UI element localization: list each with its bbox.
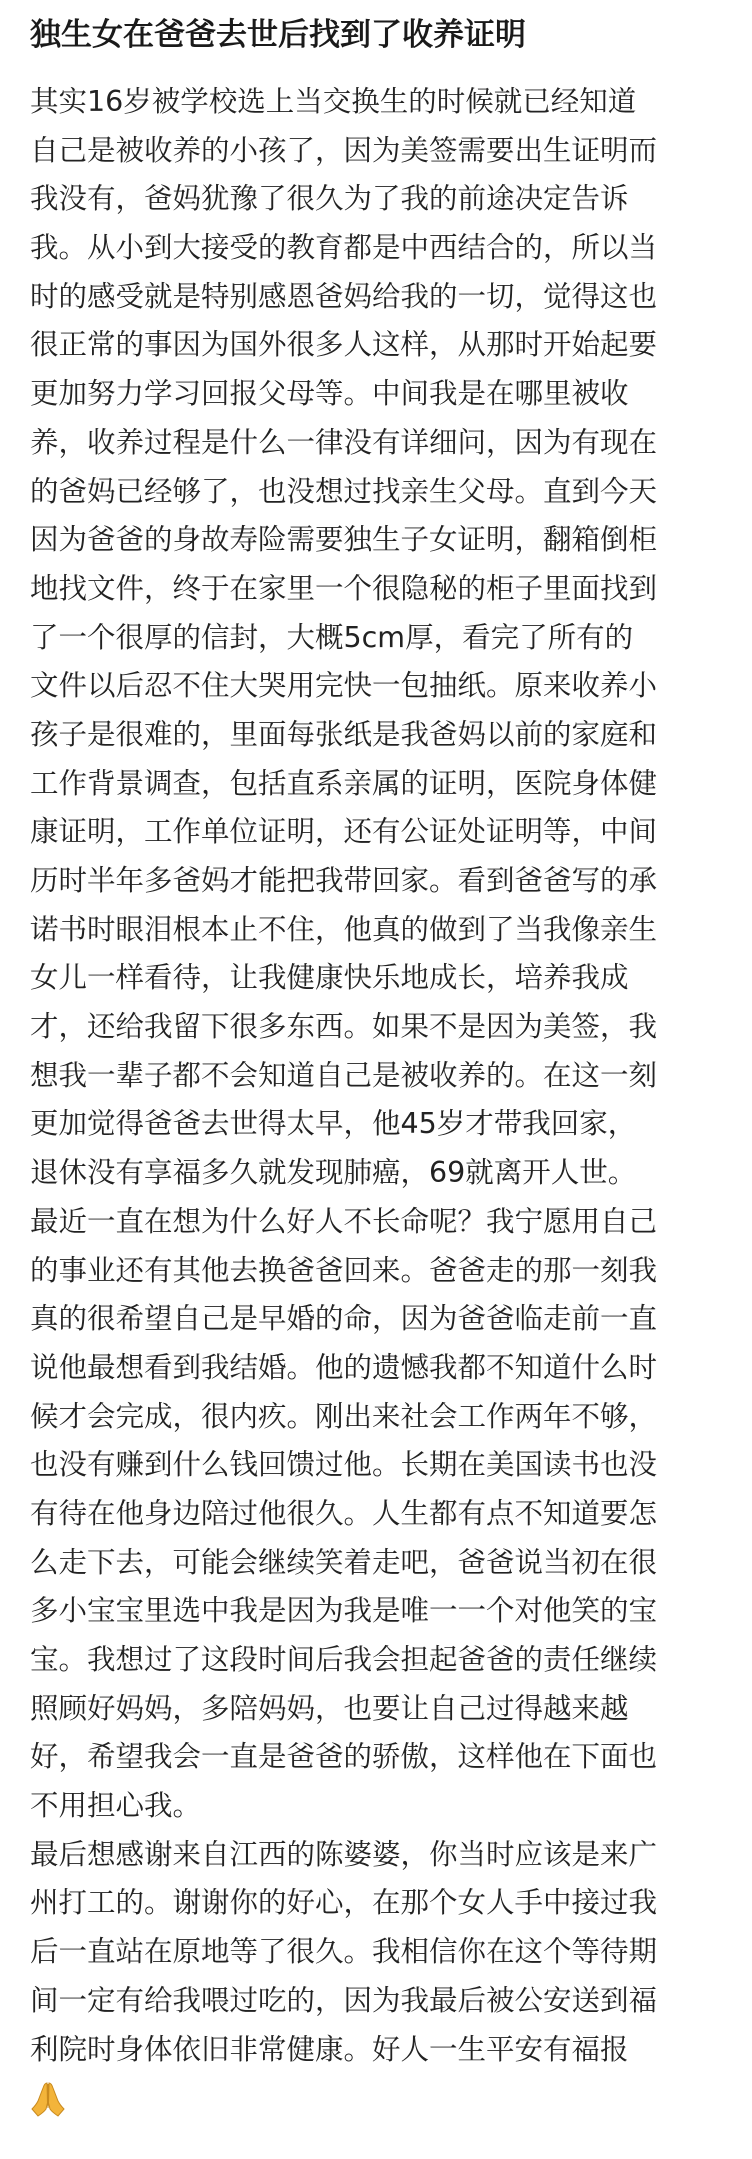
text-line: 多小宝宝里选中我是因为我是唯一一个对他笑的宝 — [30, 1594, 658, 1628]
text-line: 才，还给我留下很多东西。如果不是因为美签，我 — [30, 1010, 658, 1044]
text-line: 间一定有给我喂过吃的，因为我最后被公安送到福 — [30, 1983, 658, 2017]
text-line: 了一个很厚的信封，大概5cm厚，看完了所有的 — [30, 620, 634, 654]
paragraph — [30, 78, 722, 1198]
text-line: 照顾好妈妈，多陪妈妈，也要让自己过得越来越 — [30, 1691, 629, 1725]
text-line: 我。从小到大接受的教育都是中西结合的，所以当 — [30, 231, 658, 265]
text-line: 退休没有享福多久就发现肺癌，69就离开人世。 — [30, 1156, 637, 1190]
text-line: 文件以后忍不住大哭用完快一包抽纸。原来收养小 — [30, 669, 658, 703]
text-line: 利院时身体依旧非常健康。好人一生平安有福报 — [30, 2032, 629, 2066]
text-line: 更加觉得爸爸去世得太早，他45岁才带我回家， — [30, 1107, 637, 1141]
paragraph — [30, 1831, 722, 2074]
text-line: 最后想感谢来自江西的陈婆婆，你当时应该是来广 — [30, 1837, 658, 1871]
text-line: 地找文件，终于在家里一个很隐秘的柜子里面找到 — [30, 571, 658, 605]
text-line: 不用担心我。 — [30, 1789, 202, 1823]
text-line: 的爸妈已经够了，也没想过找亲生父母。直到今天 — [30, 474, 658, 508]
text-line: 有待在他身边陪过他很久。人生都有点不知道要怎 — [30, 1496, 658, 1530]
text-line: 州打工的。谢谢你的好心，在那个女人手中接过我 — [30, 1886, 658, 1920]
text-line: 最近一直在想为什么好人不长命呢？我宁愿用自己 — [30, 1204, 658, 1238]
text-line: 候才会完成，很内疚。刚出来社会工作两年不够， — [30, 1399, 658, 1433]
text-line: 说他最想看到我结婚。他的遗憾我都不知道什么时 — [30, 1350, 658, 1384]
text-line: 自己是被收养的小孩了，因为美签需要出生证明而 — [30, 133, 658, 167]
text-line: 女儿一样看待，让我健康快乐地成长，培养我成 — [30, 961, 629, 995]
text-line: 后一直站在原地等了很久。我相信你在这个等待期 — [30, 1935, 658, 1969]
text-line: 因为爸爸的身故寿险需要独生子女证明，翻箱倒柜 — [30, 523, 658, 557]
text-line: 想我一辈子都不会知道自己是被收养的。在这一刻 — [30, 1058, 658, 1092]
text-line: 诺书时眼泪根本止不住，他真的做到了当我像亲生 — [30, 912, 658, 946]
text-line: 更加努力学习回报父母等。中间我是在哪里被收 — [30, 377, 629, 411]
text-line: 很正常的事因为国外很多人这样，从那时开始起要 — [30, 328, 658, 362]
text-line: 孩子是很难的，里面每张纸是我爸妈以前的家庭和 — [30, 717, 658, 751]
text-line: 历时半年多爸妈才能把我带回家。看到爸爸写的承 — [30, 864, 658, 897]
post-body — [30, 78, 722, 2123]
praying-hands-emoji-icon — [30, 2079, 66, 2119]
post-title: 独生女在爸爸去世后找到了收养证明 — [30, 17, 526, 53]
text-line: 养，收养过程是什么一律没有详细问，因为有现在 — [30, 425, 658, 459]
text-line: 的事业还有其他去换爸爸回来。爸爸走的那一刻我 — [30, 1253, 658, 1287]
text-line: 我没有，爸妈犹豫了很久为了我的前途决定告诉 — [30, 182, 629, 216]
emoji-line — [30, 2074, 722, 2123]
text-line: 真的很希望自己是早婚的命，因为爸爸临走前一直 — [30, 1302, 658, 1336]
text-line: 么走下去，可能会继续笑着走吧，爸爸说当初在很 — [30, 1545, 658, 1579]
text-line: 其实16岁被学校选上当交换生的时候就已经知道 — [30, 85, 637, 118]
text-line: 宝。我想过了这段时间后我会担起爸爸的责任继续 — [30, 1643, 658, 1676]
text-line: 好，希望我会一直是爸爸的骄傲，这样他在下面也 — [30, 1740, 658, 1774]
paragraph — [30, 1198, 722, 1831]
text-line: 工作背景调查，包括直系亲属的证明，医院身体健 — [30, 766, 658, 800]
text-line: 康证明，工作单位证明，还有公证处证明等，中间 — [30, 815, 658, 849]
text-line: 时的感受就是特别感恩爸妈给我的一切，觉得这也 — [30, 279, 658, 313]
text-line: 也没有赚到什么钱回馈过他。长期在美国读书也没 — [30, 1448, 658, 1482]
